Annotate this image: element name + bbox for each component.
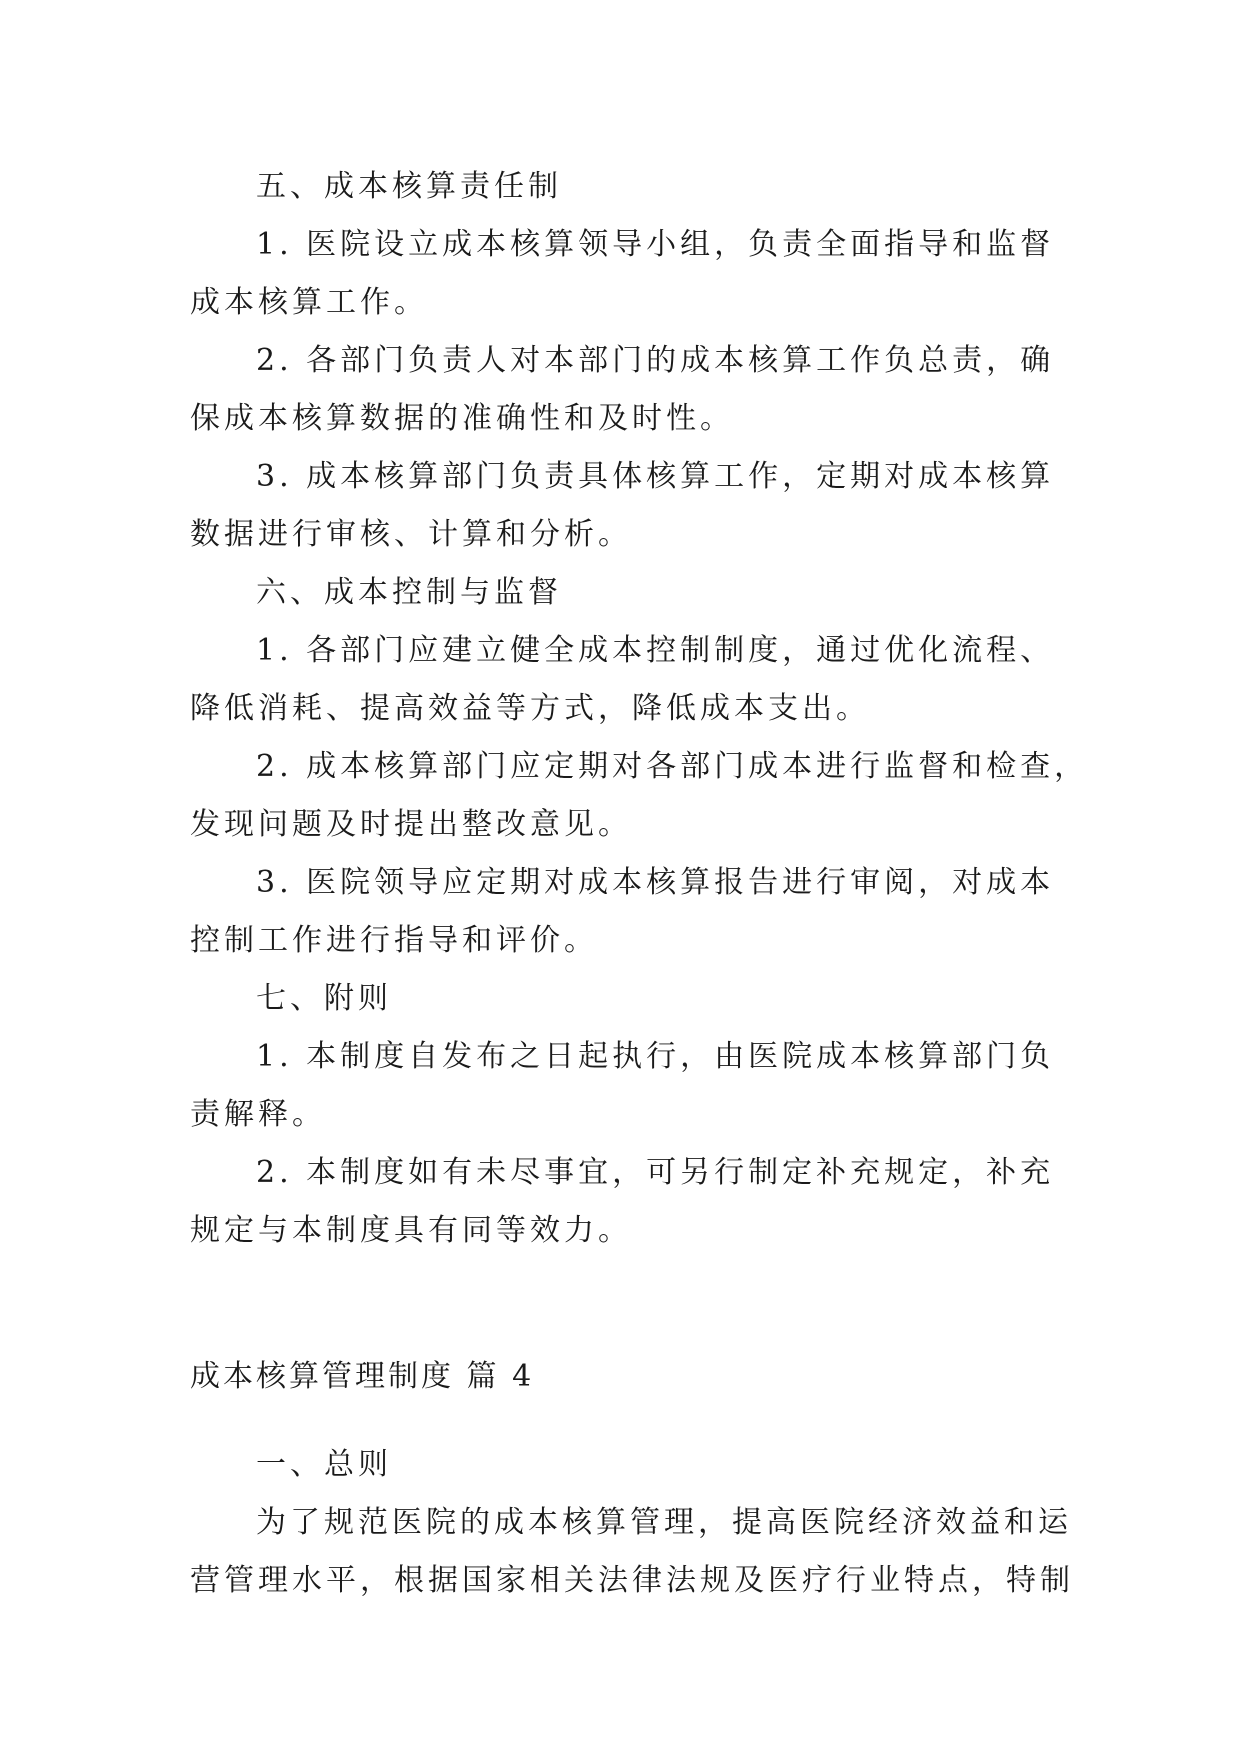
paragraph-line: 3. 成本核算部门负责具体核算工作，定期对成本核算 <box>256 459 1055 494</box>
section-heading: 一、总则 <box>256 1447 392 1482</box>
section-heading: 五、成本核算责任制 <box>256 169 562 204</box>
article-title: 成本核算管理制度 篇 4 <box>190 1359 535 1394</box>
paragraph-line: 降低消耗、提高效益等方式，降低成本支出。 <box>190 691 870 726</box>
section-heading: 七、附则 <box>256 981 392 1016</box>
paragraph-line: 为了规范医院的成本核算管理，提高医院经济效益和运 <box>256 1505 1072 1540</box>
document-body <box>190 158 1089 1610</box>
paragraph-line: 营管理水平，根据国家相关法律法规及医疗行业特点，特制 <box>190 1563 1074 1598</box>
section-spacer <box>190 1260 1046 1318</box>
paragraph-line: 控制工作进行指导和评价。 <box>190 923 598 958</box>
section-heading: 六、成本控制与监督 <box>256 575 562 610</box>
paragraph-line: 1. 本制度自发布之日起执行，由医院成本核算部门负 <box>256 1039 1055 1074</box>
paragraph-line: 2. 成本核算部门应定期对各部门成本进行监督和检查， <box>256 749 1089 784</box>
paragraph-line: 数据进行审核、计算和分析。 <box>190 517 632 552</box>
paragraph-line: 2. 各部门负责人对本部门的成本核算工作负总责，确 <box>256 343 1055 378</box>
paragraph-line: 3. 医院领导应定期对成本核算报告进行审阅，对成本 <box>256 865 1055 900</box>
paragraph-line: 发现问题及时提出整改意见。 <box>190 807 632 842</box>
paragraph-line: 成本核算工作。 <box>190 285 428 320</box>
paragraph-line: 1. 各部门应建立健全成本控制制度，通过优化流程、 <box>256 633 1055 668</box>
paragraph-line: 1. 医院设立成本核算领导小组，负责全面指导和监督 <box>256 227 1055 262</box>
paragraph-line: 责解释。 <box>190 1097 326 1132</box>
paragraph-line: 保成本核算数据的准确性和及时性。 <box>190 401 734 436</box>
paragraph-line: 规定与本制度具有同等效力。 <box>190 1213 632 1248</box>
paragraph-line: 2. 本制度如有未尽事宜，可另行制定补充规定，补充 <box>256 1155 1055 1190</box>
